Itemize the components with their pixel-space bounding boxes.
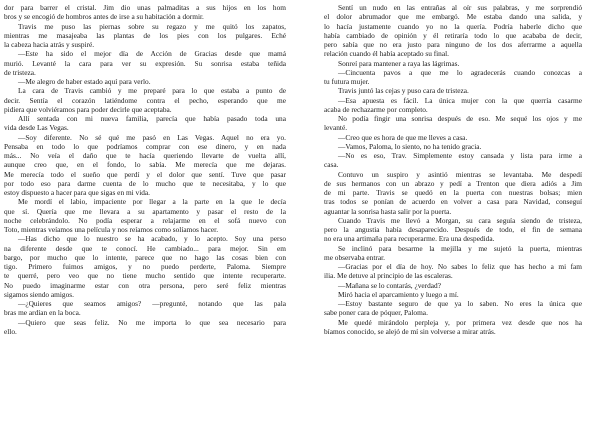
text-line: bargo, por mucho que lo intente, parece que no hago las cosas bien con [4,252,286,262]
text-line: murió. Levanté la cara para ver su expresión. Su sonrisa estaba teñida [4,58,286,68]
text-line: —Este ha sido el mejor día de Acción de Gracias desde que mamá [18,49,286,59]
text-line: la cabeza hacia atrás y suspiré. [4,40,95,49]
text-line: Travis me puso las piernas sobre su regazo y me quitó los zapatos, [18,21,286,31]
text-line: lo hacía justamente cuando yo no la quería. Podría haberle dicho que [324,21,582,31]
text-line: bíamos conocido, se alejó de mí sin volverse a mirar atrás. [324,326,496,336]
text-line: tu futura mujer. [324,77,370,86]
text-line: sabe poner cara de póquer, Paloma. [324,308,428,318]
text-line: acaba de rechazarme por completo. [324,104,428,114]
text-line: La cara de Travis cambió y me preparé para lo que estaba a punto de [18,86,286,96]
text-line: Travis juntó las cejas y puso cara de tristeza. [338,86,469,96]
text-line: de tristeza. [4,67,36,77]
text-line: pero sabía que no era justo para ninguno de los dos aferrarme a aquella [324,40,582,49]
text-line: Me quedé mirándolo perpleja y, por primera vez desde que nos ha [338,317,582,327]
text-line: de sus hermanos con un abrazo y pedí a Trenton que diera adiós a Jim [324,178,582,188]
text-line: Me merecía todo el sueño que perdí y el dolor que sentí. Tuve que pasar [4,169,286,179]
text-line: —Has dicho que lo nuestro se ha acabado, y lo acepto. Soy una perso [18,234,286,244]
text-line: había cambiado de opinión y él retiraría todo lo que acababa de decir, [324,30,582,40]
text-line: decir. Sentía el corazón latiéndome contra el pecho, esperando que me [4,95,286,105]
text-line: aunque creo que, en el fondo, lo sabía. Me merecía que me dejaras. [4,160,286,170]
text-line: No puedo imaginarme estar con otra persona, pero seré feliz mientras [4,280,286,290]
text-line: no era una artimaña para recuperarme. Era una despedida. [324,234,495,244]
text-line: —Me alegro de haber estado aquí para verlo. [18,77,151,86]
text-line: Pensaba en todo lo que podríamos comprar con ese dinero, y en nada [4,141,286,151]
text-line: na diferente desde que te conocí. He cambiado... para mejor. Sin em [4,243,286,253]
text-line: —Soy diferente. No sé qué me pasó en Las Vegas. Aquel no era yo. [18,132,286,142]
text-line: Allí sentada con mi nueva familia, parecía que había pasado toda una [18,114,286,123]
text-line: Contuvo un suspiro y asintió mientras se levantaba. Me despedí [338,169,582,179]
text-line: te querré, pero veo que no tiene mucho sentido que intente recuperarte. [4,271,286,281]
text-line: —No es eso, Trav. Simplemente estoy cansada y lista para irme a [338,151,582,160]
text-line: mientras me masajeaba las plantas de los pies con los pulgares. Eché [4,30,286,40]
text-line: Se inclinó para besarme la mejilla y me sujetó la puerta, mientras [338,243,582,253]
text-line: ilia. Me detuve al principio de las escaleras. [324,271,453,281]
text-line: Cuando Travis me llevó a Morgan, su cara seguía siendo de tristeza, [338,215,582,225]
text-line: sigamos siendo amigos. [4,289,74,299]
text-line: aguantar la sonrisa hasta salir por la puerta. [324,206,452,216]
text-line: Miró hacia el aparcamiento y luego a mí. [338,289,459,299]
text-line: levanté. [324,123,348,133]
text-line: estoy dispuesto a hacer para que sigas en mi vida. [4,188,151,197]
text-line: casa. [324,160,339,170]
left-page [4,3,286,427]
text-line: relación cuando él había aceptado su final. [324,49,449,59]
text-line: pidiera que volviéramos para poder decirle que aceptaba. [4,104,172,114]
text-line: —Esa apuesta es fácil. La única mujer con la que querría casarme [338,95,582,105]
text-line: el dolor abrumador que me embargó. Me estaba dando una salida, y [324,12,582,22]
text-line: vida desde Las Vegas. [4,123,69,133]
text-line: por todo eso para darme cuenta de lo mucho que te necesitaba, y lo que [4,178,286,188]
text-line: —Quiero que seas feliz. No me importa lo que sea necesario para [18,317,286,327]
text-line: —Gracias por el día de hoy. No sabes lo feliz que has hecho a mi fam [338,262,582,271]
text-line: bras me ardían en la boca. [4,308,81,318]
text-line: bros y se encogió de hombros antes de irse a su habitación a dormir. [4,12,204,22]
text-line: ello. [4,326,17,336]
text-line: pero la angustia había desaparecido. Después de todo, el fin de semana [324,225,582,234]
text-line: me observaba entrar. [324,252,385,262]
text-line: No podía fingir una sonrisa después de eso. Me sequé los ojos y me [338,114,582,123]
text-line: que sí. Quería que me llevara a su apartamento y pasar el resto de la [4,206,286,216]
text-line: más... No veía el daño que te hacía queriendo llevarte de vuelta allí, [4,151,286,160]
text-line: noche celebrándolo. No podía esperar a relajarme en el sofá nuevo con [4,215,286,225]
text-line: Me mordí el labio, impaciente por llegar a la parte en la que le decía [18,197,286,207]
text-line: tigo. Primero fuimos amigos, y no puedo perderte, Paloma. Siempre [4,262,286,271]
text-line: Toto, mientras veíamos una película y nos reíamos como solíamos hacer. [4,225,219,234]
text-line: Sonreí para mantener a raya las lágrimas. [338,58,460,68]
text-line: —¿Quieres que seamos amigos? —pregunté, notando que las pala [18,299,286,308]
text-line: tras todos se ponían de acuerdo en volver a casa para Navidad, conseguí [324,197,582,207]
text-line: —Mañana se lo contarás, ¿verdad? [338,280,441,290]
text-line: —Creo que es hora de que me lleves a casa. [338,132,468,142]
text-line: Sentí un nudo en las entrañas al oír sus palabras, y me sorprendió [338,3,582,12]
text-line: de mi parte. Travis se quedó en la puerta con nuestras bolsas; mien [324,188,582,197]
right-page [324,3,582,427]
text-line: —Vamos, Paloma, lo siento, no ha tenido gracia. [338,141,482,151]
text-line: dor para barrer el cristal. Jim dio unas palmaditas a sus hijos en los hom [4,3,286,12]
text-line: —Cincuenta pavos a que me lo agradecerás cuando conozcas a [338,67,582,77]
text-line: —Estoy bastante seguro de que ya lo saben. No eres la única que [338,299,582,308]
